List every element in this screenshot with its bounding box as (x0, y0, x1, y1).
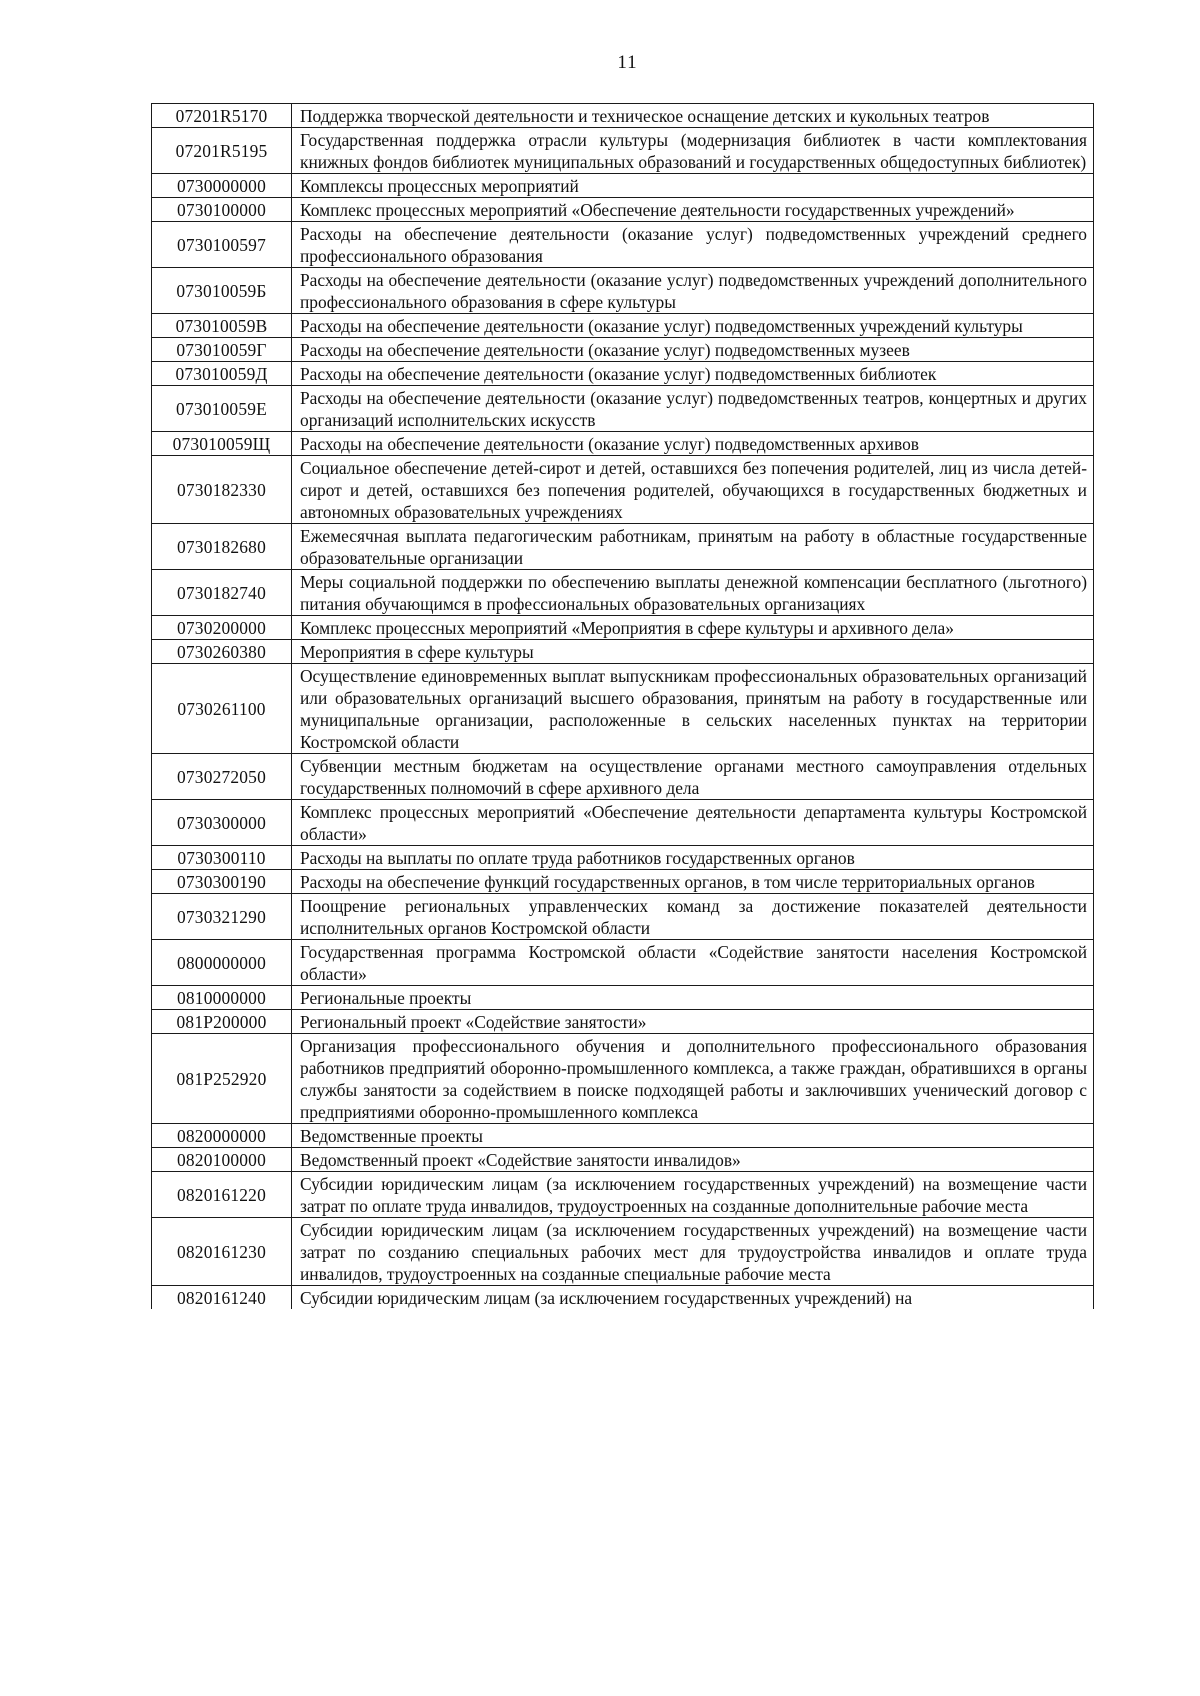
target-description-cell: Социальное обеспечение детей-сирот и детей, оставшихся без попечения родителей, лиц из числа детей-сирот и детей, оставшихся без попечения родителей, обучающихся в государственных бюджетных и автономных образовательных учреждениях (292, 456, 1094, 524)
target-description-cell: Комплекс процессных мероприятий «Обеспечение деятельности государственных учреждений» (292, 198, 1094, 222)
target-code-cell: 0730261100 (152, 664, 292, 754)
target-code-cell: 0730100000 (152, 198, 292, 222)
target-description-cell: Субсидии юридическим лицам (за исключением государственных учреждений) на возмещение части затрат по созданию специальных рабочих мест для трудоустройства инвалидов и оплате труда инвалидов, трудоустроенных на созданные специальные рабочие места (292, 1218, 1094, 1286)
target-description-cell: Ежемесячная выплата педагогическим работникам, принятым на работу в областные государственные образовательные организации (292, 524, 1094, 570)
target-code-cell: 0730272050 (152, 754, 292, 800)
table-row (152, 894, 1094, 940)
table-row (152, 1124, 1094, 1148)
target-description-cell: Комплексы процессных мероприятий (292, 174, 1094, 198)
target-description-cell: Организация профессионального обучения и дополнительного профессионального образования работников предприятий оборонно-промышленного комплекса, а также граждан, обратившихся в органы службы занятости за содействием в поиске подходящей работы и заключивших ученический договор с предприятиями оборонно-промышленного комплекса (292, 1034, 1094, 1124)
target-code-cell: 0730200000 (152, 616, 292, 640)
target-description-cell: Субсидии юридическим лицам (за исключением государственных учреждений) на возмещение части затрат по оплате труда инвалидов, трудоустроенных на созданные дополнительные рабочие места (292, 1172, 1094, 1218)
table-row (152, 940, 1094, 986)
target-description-cell: Расходы на обеспечение функций государственных органов, в том числе территориальных органов (292, 870, 1094, 894)
table-row (152, 570, 1094, 616)
page-number: 11 (617, 52, 638, 73)
table-row (152, 616, 1094, 640)
table-row (152, 986, 1094, 1010)
target-code-cell: 073010059Е (152, 386, 292, 432)
table-row (152, 640, 1094, 664)
target-code-cell: 0820161240 (152, 1286, 292, 1310)
target-description-cell: Расходы на обеспечение деятельности (оказание услуг) подведомственных учреждений среднего профессионального образования (292, 222, 1094, 268)
target-code-cell: 073010059Б (152, 268, 292, 314)
table-row (152, 222, 1094, 268)
target-description-cell: Комплекс процессных мероприятий «Мероприятия в сфере культуры и архивного дела» (292, 616, 1094, 640)
target-description-cell: Комплекс процессных мероприятий «Обеспечение деятельности департамента культуры Костромской области» (292, 800, 1094, 846)
table-row (152, 268, 1094, 314)
target-description-cell: Расходы на обеспечение деятельности (оказание услуг) подведомственных архивов (292, 432, 1094, 456)
table-row (152, 386, 1094, 432)
table-row (152, 1172, 1094, 1218)
target-code-cell: 073010059Щ (152, 432, 292, 456)
target-code-cell: 0730300190 (152, 870, 292, 894)
target-description-cell: Осуществление единовременных выплат выпускникам профессиональных образовательных организаций или образовательных организаций высшего образования, принятым на работу в государственные или муниципальные организации, расположенные в сельских населенных пунктах на территории Костромской области (292, 664, 1094, 754)
target-description-cell: Ведомственные проекты (292, 1124, 1094, 1148)
target-code-cell: 0730300110 (152, 846, 292, 870)
budget-classification-table (151, 103, 1094, 1309)
target-description-cell: Региональный проект «Содействие занятости» (292, 1010, 1094, 1034)
target-description-cell: Меры социальной поддержки по обеспечению выплаты денежной компенсации бесплатного (льготного) питания обучающимся в профессиональных образовательных организациях (292, 570, 1094, 616)
target-code-cell: 0820161230 (152, 1218, 292, 1286)
target-description-cell: Государственная поддержка отрасли культуры (модернизация библиотек в части комплектования книжных фондов библиотек муниципальных образований и государственных общедоступных библиотек) (292, 128, 1094, 174)
target-code-cell: 0730300000 (152, 800, 292, 846)
target-code-cell: 073010059В (152, 314, 292, 338)
target-description-cell: Расходы на обеспечение деятельности (оказание услуг) подведомственных библиотек (292, 362, 1094, 386)
target-code-cell: 0730100597 (152, 222, 292, 268)
target-code-cell: 0820100000 (152, 1148, 292, 1172)
target-code-cell: 0730321290 (152, 894, 292, 940)
table-body (152, 104, 1094, 1310)
table-row (152, 800, 1094, 846)
target-code-cell: 0730260380 (152, 640, 292, 664)
table-row (152, 456, 1094, 524)
table-row (152, 846, 1094, 870)
target-description-cell: Расходы на обеспечение деятельности (оказание услуг) подведомственных учреждений культуры (292, 314, 1094, 338)
table-row (152, 198, 1094, 222)
target-code-cell: 0730182680 (152, 524, 292, 570)
table-row (152, 1010, 1094, 1034)
target-code-cell: 07201R5195 (152, 128, 292, 174)
target-code-cell: 0810000000 (152, 986, 292, 1010)
table-row (152, 1148, 1094, 1172)
target-code-cell: 081P252920 (152, 1034, 292, 1124)
target-code-cell: 0730182740 (152, 570, 292, 616)
target-description-cell: Региональные проекты (292, 986, 1094, 1010)
target-code-cell: 073010059Д (152, 362, 292, 386)
target-description-cell: Расходы на выплаты по оплате труда работников государственных органов (292, 846, 1094, 870)
table-row (152, 362, 1094, 386)
table-row (152, 338, 1094, 362)
table-row (152, 1286, 1094, 1310)
table-row (152, 104, 1094, 128)
target-description-cell: Поддержка творческой деятельности и техническое оснащение детских и кукольных театров (292, 104, 1094, 128)
target-code-cell: 073010059Г (152, 338, 292, 362)
table-row (152, 1034, 1094, 1124)
table-row (152, 1218, 1094, 1286)
table-row (152, 524, 1094, 570)
target-description-cell: Мероприятия в сфере культуры (292, 640, 1094, 664)
target-code-cell: 0730182330 (152, 456, 292, 524)
target-code-cell: 0800000000 (152, 940, 292, 986)
target-code-cell: 07201R5170 (152, 104, 292, 128)
table-row (152, 128, 1094, 174)
target-code-cell: 0820161220 (152, 1172, 292, 1218)
target-code-cell: 081P200000 (152, 1010, 292, 1034)
table-row (152, 870, 1094, 894)
target-description-cell: Расходы на обеспечение деятельности (оказание услуг) подведомственных учреждений дополнительного профессионального образования в сфере культуры (292, 268, 1094, 314)
target-code-cell: 0820000000 (152, 1124, 292, 1148)
table-row (152, 174, 1094, 198)
table-row (152, 664, 1094, 754)
table-row (152, 432, 1094, 456)
target-code-cell: 0730000000 (152, 174, 292, 198)
target-description-cell: Поощрение региональных управленческих команд за достижение показателей деятельности исполнительных органов Костромской области (292, 894, 1094, 940)
target-description-cell: Ведомственный проект «Содействие занятости инвалидов» (292, 1148, 1094, 1172)
target-description-cell: Субсидии юридическим лицам (за исключением государственных учреждений) на (292, 1286, 1094, 1310)
table-row (152, 314, 1094, 338)
target-description-cell: Расходы на обеспечение деятельности (оказание услуг) подведомственных музеев (292, 338, 1094, 362)
table-row (152, 754, 1094, 800)
target-description-cell: Государственная программа Костромской области «Содействие занятости населения Костромской области» (292, 940, 1094, 986)
target-description-cell: Расходы на обеспечение деятельности (оказание услуг) подведомственных театров, концертных и других организаций исполнительских искусств (292, 386, 1094, 432)
target-description-cell: Субвенции местным бюджетам на осуществление органами местного самоуправления отдельных государственных полномочий в сфере архивного дела (292, 754, 1094, 800)
